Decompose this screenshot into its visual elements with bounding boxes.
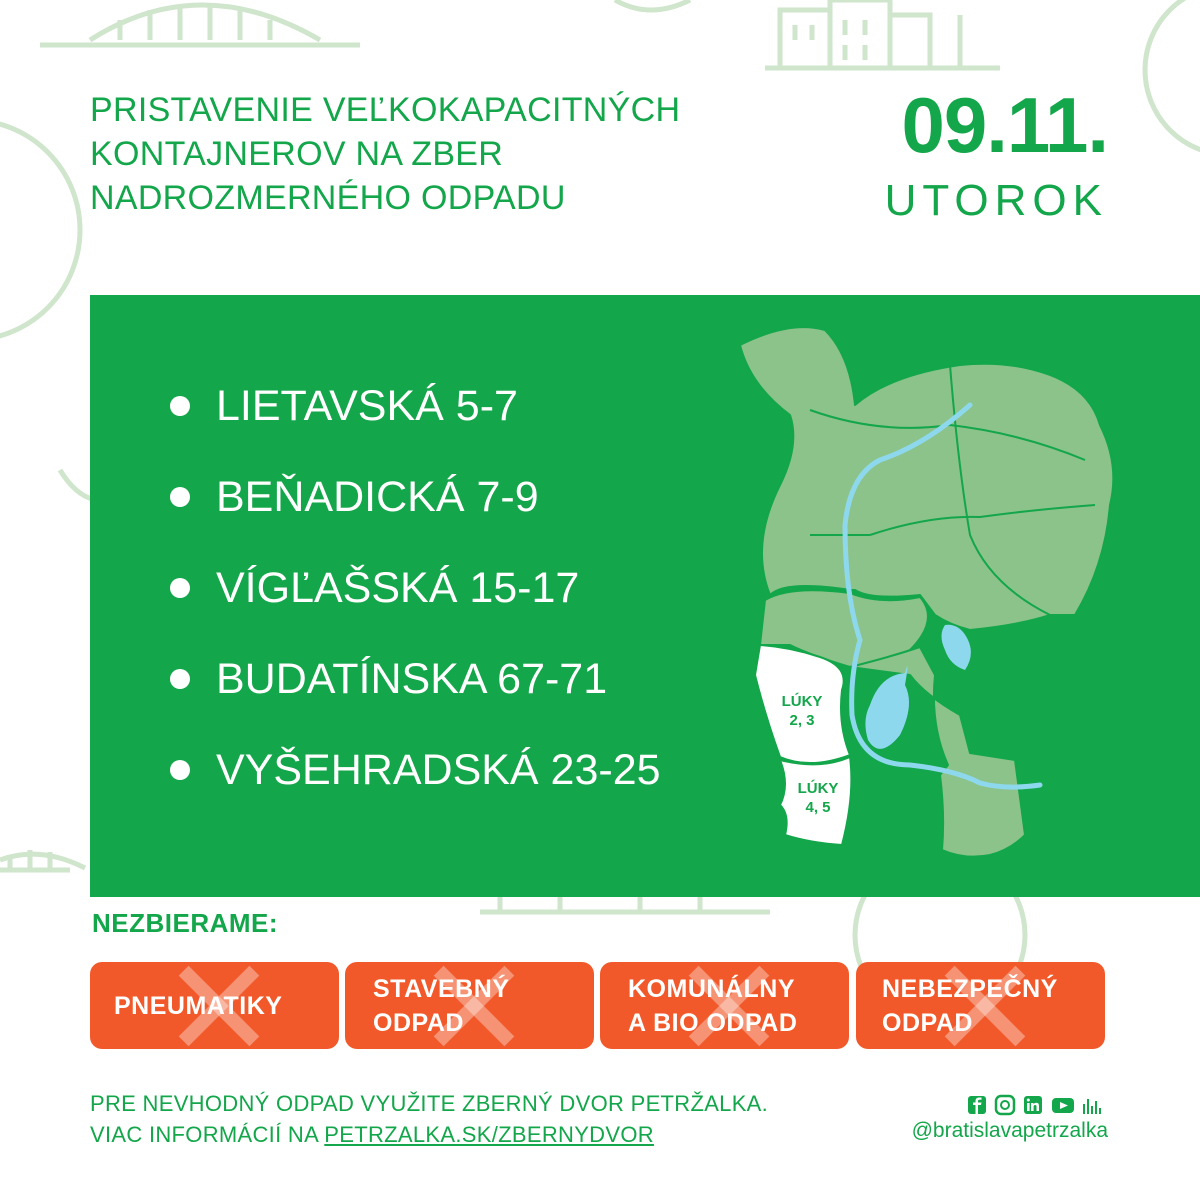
instagram-icon bbox=[996, 1096, 1014, 1114]
address-item bbox=[170, 361, 661, 452]
address-item bbox=[170, 543, 661, 634]
lake bbox=[942, 625, 971, 670]
address-label: LIETAVSKÁ 5-7 bbox=[216, 382, 518, 430]
address-label: BUDATÍNSKA 67-71 bbox=[216, 655, 608, 703]
badge-label: STAVEBNÝ bbox=[373, 974, 510, 1003]
district-map bbox=[740, 315, 1180, 875]
bullet-icon bbox=[170, 760, 190, 780]
title-line: NADROZMERNÉHO ODPADU bbox=[90, 179, 566, 217]
address-item bbox=[170, 725, 661, 816]
title-line: KONTAJNEROV NA ZBER bbox=[90, 135, 504, 173]
not-collected-item-construction bbox=[345, 962, 594, 1049]
address-label: VYŠEHRADSKÁ 23-25 bbox=[216, 746, 661, 794]
badge-label: ODPAD bbox=[882, 1008, 973, 1037]
footer-line: PRE NEVHODNÝ ODPAD VYUŽITE ZBERNÝ DVOR PETRŽALKA. bbox=[90, 1091, 769, 1116]
footer-link[interactable]: PETRZALKA.SK/ZBERNYDVOR bbox=[324, 1122, 654, 1147]
map-label-luky-2-3: LÚKY 2, 3 bbox=[781, 693, 823, 729]
badge-label: ODPAD bbox=[373, 1008, 464, 1037]
social-icons bbox=[968, 1094, 1108, 1116]
map-region bbox=[850, 647, 1025, 857]
address-label: BEŇADICKÁ 7-9 bbox=[216, 473, 539, 521]
bullet-icon bbox=[170, 396, 190, 416]
address-label: VÍGĽAŠSKÁ 15-17 bbox=[216, 564, 580, 612]
badge-label: PNEUMATIKY bbox=[114, 991, 283, 1020]
not-collected-list bbox=[90, 962, 1106, 1049]
event-weekday: UTOROK bbox=[884, 176, 1108, 225]
social-handle: @bratislavapetrzalka bbox=[911, 1119, 1108, 1142]
footer-note bbox=[90, 1088, 768, 1150]
badge-label: KOMUNÁLNY bbox=[628, 974, 795, 1003]
footer-line bbox=[90, 1119, 768, 1150]
not-collected-item-tires bbox=[90, 962, 339, 1049]
podcast-icon bbox=[1084, 1099, 1100, 1114]
bullet-icon bbox=[170, 487, 190, 507]
badge-label: A BIO ODPAD bbox=[628, 1008, 798, 1037]
not-collected-heading: NEZBIERAME: bbox=[92, 908, 279, 938]
address-item bbox=[170, 634, 661, 725]
bullet-icon bbox=[170, 578, 190, 598]
not-collected-item-hazardous bbox=[856, 962, 1105, 1049]
footer-prefix: VIAC INFORMÁCIÍ NA bbox=[90, 1122, 325, 1147]
lake bbox=[865, 666, 909, 749]
bullet-icon bbox=[170, 669, 190, 689]
title-line: PRISTAVENIE VEĽKOKAPACITNÝCH bbox=[90, 91, 681, 129]
map-region bbox=[740, 327, 1113, 630]
address-item bbox=[170, 452, 661, 543]
not-collected-item-communal bbox=[600, 962, 849, 1049]
map-label-luky-4-5: LÚKY 4, 5 bbox=[797, 780, 839, 816]
badge-label: NEBEZPEČNÝ bbox=[882, 974, 1058, 1003]
page-title bbox=[90, 88, 790, 220]
locations-panel bbox=[90, 295, 1200, 897]
address-list bbox=[170, 361, 661, 816]
event-date: 09.11. bbox=[901, 81, 1108, 169]
